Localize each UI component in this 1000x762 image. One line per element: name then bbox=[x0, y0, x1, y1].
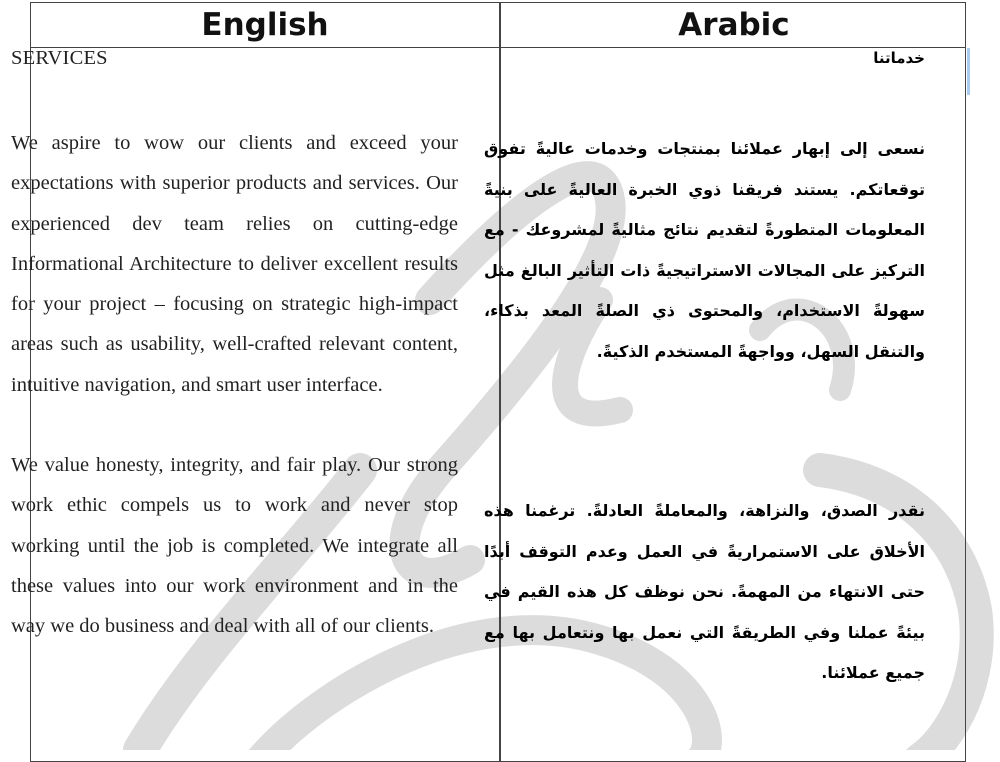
arabic-column-header: Arabic bbox=[678, 7, 790, 43]
english-column-header: English bbox=[201, 7, 329, 43]
english-paragraph-1: We aspire to wow our clients and exceed your expectations with superior products and services. Our experienced dev team relies on cutting-edge Informational Architecture to deliver excellent results for your project – focusing on strategic high-impact areas such as usability, well-crafted relevant content, intuitive navigation, and smart user interface. bbox=[11, 132, 458, 396]
english-cell[interactable] bbox=[11, 45, 458, 647]
text-cursor-indicator bbox=[967, 48, 970, 95]
arabic-paragraph-1: نسعى إلى إبهار عملائنا بمنتجات وخدمات عاليةً تفوق توقعاتكم. يستند فريقنا ذوي الخبرة العاليةً على بنيةً المعلومات المتطورةً لتقديم نتائج مثاليةً لمشروعك - مع التركيز على المجالات الاستراتيجيةً ذات التأثير البالغ مثل سهولةً الاستخدام، والمحتوى ذي الصلةً المعد بذكاء، والتنقل السهل، وواجهةً المستخدم الذكيةً. bbox=[484, 139, 925, 361]
table-header-row bbox=[31, 3, 965, 48]
english-section-title: SERVICES bbox=[11, 47, 108, 69]
english-paragraph-2: We value honesty, integrity, and fair play. Our strong work ethic compels us to work and never stop working until the job is completed. We integrate all these values into our work environment and in the way we do business and deal with all of our clients. bbox=[11, 454, 458, 638]
arabic-cell[interactable] bbox=[484, 45, 925, 694]
arabic-paragraph-2: نقدر الصدق، والنزاهة، والمعاملةً العادلةً. ترغمنا هذه الأخلاق على الاستمراريةً في العمل وعدم التوقف أبدًا حتى الانتهاء من المهمةً. نحن نوظف كل هذه القيم في بيئةً عملنا وفي الطريقةً التي نعمل بها ونتعامل بها مع جميع عملائنا. bbox=[484, 501, 925, 682]
arabic-section-title: خدماتنا bbox=[873, 49, 925, 67]
